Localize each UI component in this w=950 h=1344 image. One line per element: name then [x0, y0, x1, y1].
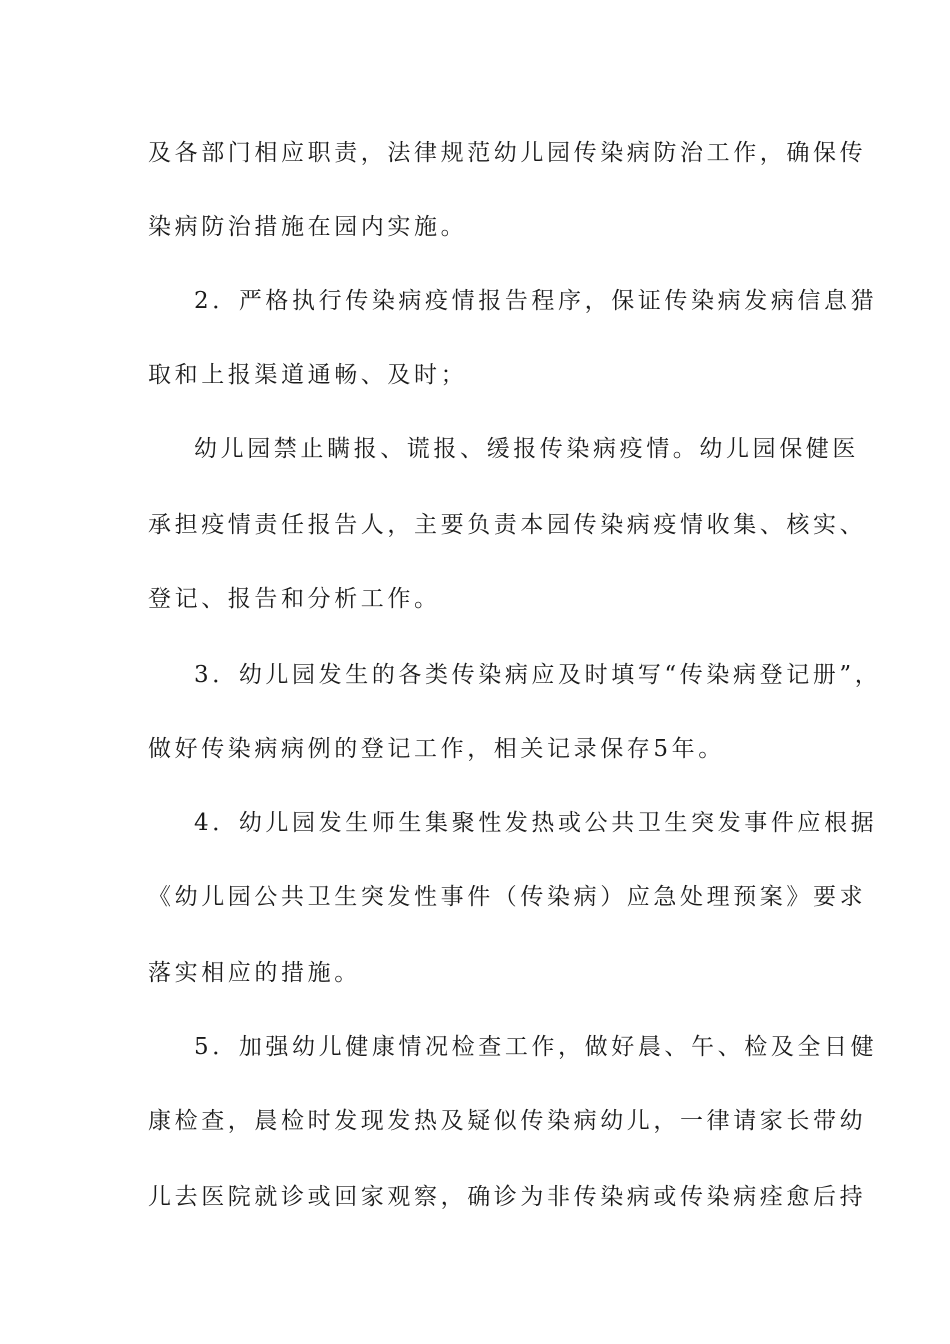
paragraph-5-line-3: 儿去医院就诊或回家观察，确诊为非传染病或传染病痊愈后持 [148, 1184, 867, 1210]
paragraph-4-line-1: 4．幼儿园发生师生集聚性发热或公共卫生突发事件应根据 [194, 810, 878, 836]
paragraph-4-line-2: 《幼儿园公共卫生突发性事件（传染病）应急处理预案》要求 [148, 884, 867, 910]
paragraph-3-line-2: 做好传染病病例的登记工作，相关记录保存5年。 [148, 736, 725, 762]
paragraph-2-line-2: 取和上报渠道通畅、及时； [148, 362, 468, 388]
text-line-2: 染病防治措施在园内实施。 [148, 214, 468, 240]
paragraph-5-line-2: 康检查，晨检时发现发热及疑似传染病幼儿，一律请家长带幼 [148, 1108, 867, 1134]
paragraph-4-line-3: 落实相应的措施。 [148, 960, 361, 986]
paragraph-2-line-1: 2．严格执行传染病疫情报告程序，保证传染病发病信息猎 [194, 288, 878, 314]
paragraph-report-line-2: 承担疫情责任报告人，主要负责本园传染病疫情收集、核实、 [148, 512, 867, 538]
text-line-1: 及各部门相应职责，法律规范幼儿园传染病防治工作，确保传 [148, 140, 867, 166]
paragraph-5-line-1: 5．加强幼儿健康情况检查工作，做好晨、午、检及全日健 [194, 1034, 878, 1060]
paragraph-report-line-3: 登记、报告和分析工作。 [148, 586, 441, 612]
paragraph-report-line-1: 幼儿园禁止瞒报、谎报、缓报传染病疫情。幼儿园保健医 [194, 436, 859, 462]
paragraph-3-line-1: 3．幼儿园发生的各类传染病应及时填写“传染病登记册”， [194, 662, 882, 688]
